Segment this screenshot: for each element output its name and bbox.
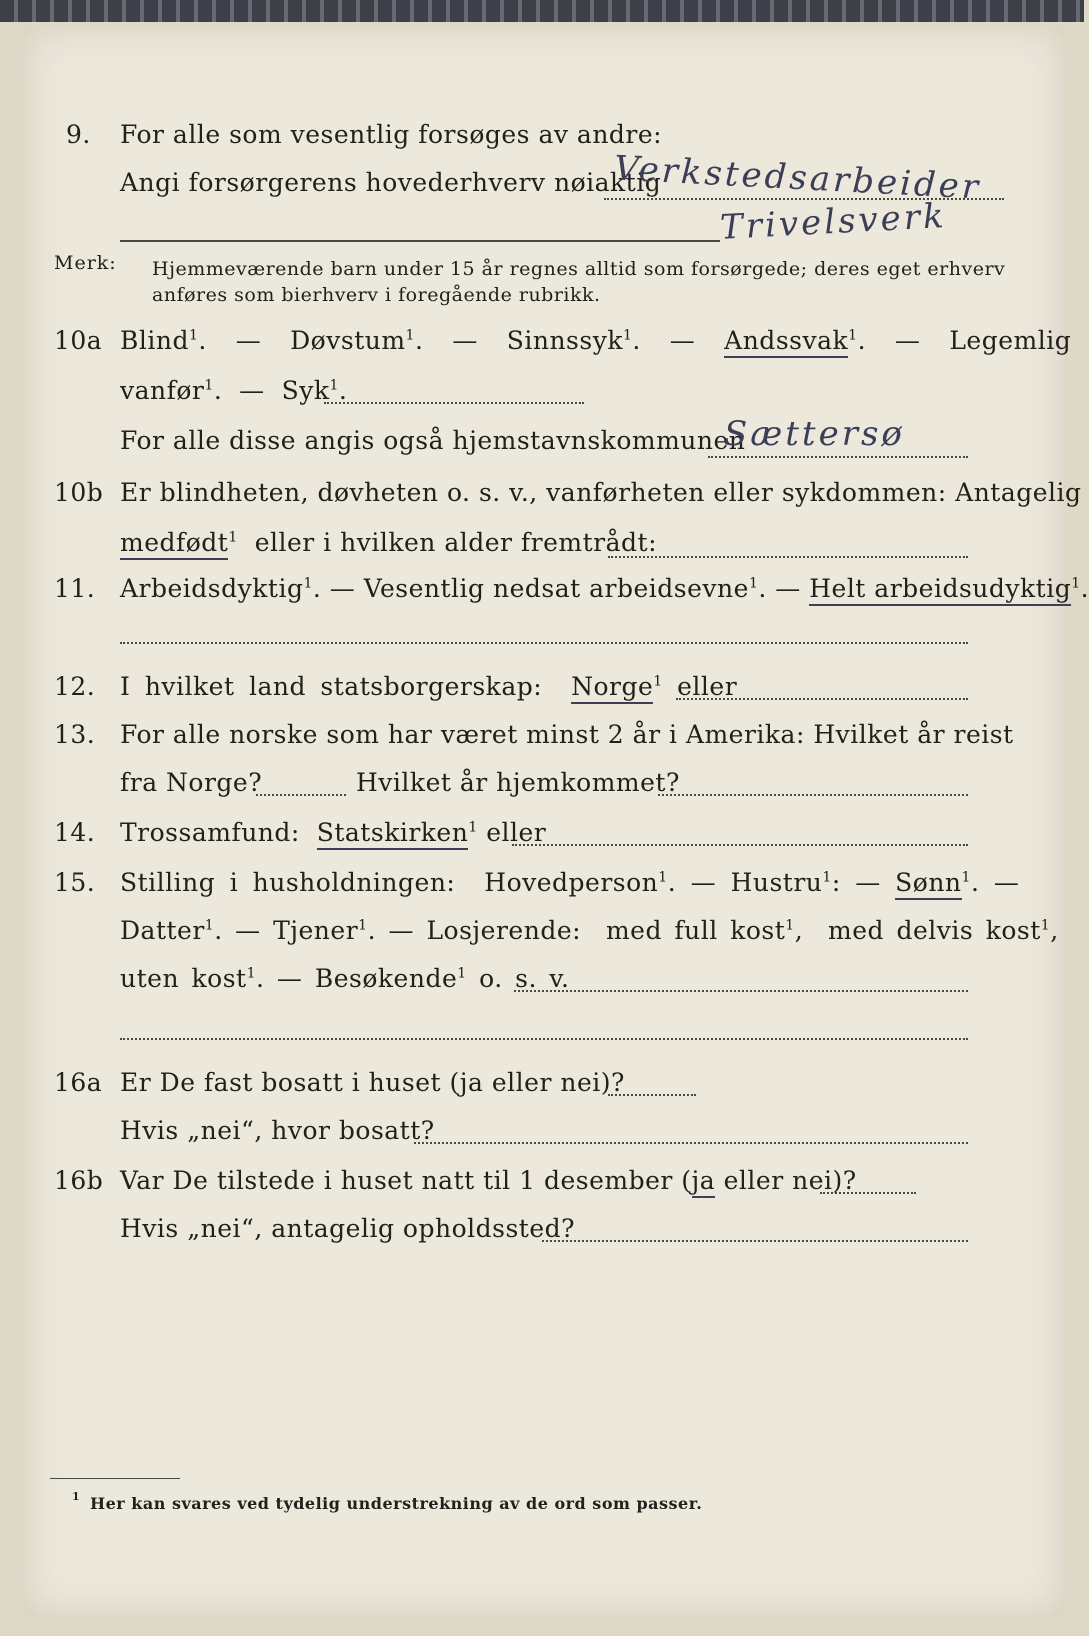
footnote-mark: 1	[72, 1490, 81, 1503]
footnote-ref: 1	[653, 673, 663, 690]
q10a-number: 10a	[54, 326, 103, 355]
option-sonn-underlined: Sønn	[895, 868, 961, 900]
q14-eller: eller	[486, 818, 547, 847]
q16a-line1: Er De fast bosatt i huset (ja eller nei)?	[120, 1068, 625, 1097]
q12-text: I hvilket land statsborgerskap:	[120, 672, 543, 701]
footnote-ref: 1	[329, 377, 339, 394]
q15-answer-line	[514, 990, 968, 992]
separator: —	[775, 574, 801, 603]
separator: —	[276, 964, 303, 993]
q9-handwritten-answer-2: Trivelsverk	[719, 196, 948, 248]
q14-answer-line	[512, 844, 968, 846]
footnote-ref: 1	[1071, 575, 1081, 592]
separator: —	[329, 574, 356, 603]
q12-eller: eller	[677, 672, 738, 701]
q12-line	[120, 672, 737, 701]
option-dovstum: Døvstum	[290, 326, 406, 355]
q10a-line3: For alle disse angis også hjemstavnskommunen	[120, 426, 746, 455]
q10b-line2-text: eller i hvilken alder fremtrådt:	[254, 528, 657, 557]
q15-line1: Stilling i husholdningen: Hovedperson$^1$. — Hustru$^1$: — Sønn$^1$. —	[120, 868, 1019, 897]
option-hovedperson: Hovedperson	[484, 868, 659, 897]
q13-reist-line	[256, 794, 346, 796]
q10a-handwritten-answer: Sættersø	[724, 414, 905, 454]
q15-line2: Datter$^1$. — Tjener$^1$. — Losjerende: med full kost$^1$, med delvis kost$^1$,	[120, 916, 1059, 945]
q13-line2b: Hvilket år hjemkommet?	[356, 768, 680, 797]
option-datter: Datter	[120, 916, 205, 945]
q14-number: 14.	[54, 818, 96, 847]
footnote-ref: 1	[246, 965, 256, 982]
footnote-text: Her kan svares ved tydelig understrekning av de ord som passer.	[90, 1494, 703, 1513]
separator: —	[669, 326, 696, 355]
footnote-rule	[50, 1478, 180, 1479]
q14-line	[120, 818, 546, 847]
footnote-ref: 1	[358, 917, 368, 934]
q10a-line2: vanfør$^1$. — Syk$^1$.	[120, 376, 348, 405]
q13-line2a: fra Norge?	[120, 768, 263, 797]
q16b-line2: Hvis „nei“, antagelig opholdssted?	[120, 1214, 576, 1243]
footnote-ref: 1	[785, 917, 795, 934]
q10a-answer-line	[708, 456, 968, 458]
q11-line: Arbeidsdyktig$^1$. — Vesentlig nedsat arbeidsevne$^1$. — Helt arbeidsudyktig$^1$.	[120, 574, 1089, 603]
q9-number: 9.	[66, 120, 91, 149]
option-uten-kost: uten kost	[120, 964, 247, 993]
q9-line2: Angi forsørgerens hovederhverv nøiaktig	[120, 168, 662, 197]
q10a-syk-line	[324, 402, 584, 404]
q13-hjemkommet-line	[658, 794, 968, 796]
q16b-opholdssted-line	[542, 1240, 968, 1242]
separator: —	[690, 868, 717, 897]
q10a-line1: Blind$^1$. — Døvstum$^1$. — Sinnssyk$^1$. — Andssvak$^1$. — Legemlig	[120, 326, 1071, 355]
note-label: Merk:	[54, 252, 117, 274]
q15-line3: uten kost$^1$. — Besøkende$^1$ o. s. v.	[120, 964, 570, 993]
q16b-line1	[120, 1166, 857, 1195]
q12-answer-line	[676, 698, 968, 700]
q15-label: Stilling i husholdningen:	[120, 868, 456, 897]
footnote-ref: 1	[204, 377, 214, 394]
census-form-page	[24, 26, 1089, 1616]
separator: —	[993, 868, 1020, 897]
q10b-line1: Er blindheten, døvheten o. s. v., vanførheten eller sykdommen: Antagelig	[120, 478, 1082, 507]
option-vanfor: vanfør	[120, 376, 205, 405]
separator: —	[388, 916, 414, 945]
option-blind: Blind	[120, 326, 189, 355]
note-line2: anføres som bierhverv i foregående rubrikk.	[152, 284, 601, 306]
footnote-ref: 1	[457, 965, 467, 982]
footnote-ref: 1	[228, 529, 238, 546]
q16b-text-end: eller nei)?	[715, 1166, 857, 1195]
option-legemlig: Legemlig	[949, 326, 1072, 355]
option-sinnssyk: Sinnssyk	[506, 326, 623, 355]
separator: —	[239, 376, 265, 405]
scan-top-edge	[0, 0, 1084, 22]
option-medfodt-underlined: medfødt	[120, 528, 228, 560]
q10b-line2	[120, 528, 657, 557]
separator: —	[235, 326, 262, 355]
option-delvis-kost: med delvis kost	[828, 916, 1041, 945]
q16b-text: Var De tilstede i huset natt til 1 desember (	[120, 1166, 692, 1195]
footnote-ref: 1	[848, 327, 858, 344]
separator: —	[855, 868, 881, 897]
option-besokende: Besøkende	[314, 964, 458, 993]
q13-line1: For alle norske som har været minst 2 år i Amerika: Hvilket år reist	[120, 720, 1014, 749]
q16b-answer-line	[820, 1192, 916, 1194]
note-line1: Hjemmeværende barn under 15 år regnes alltid som forsørgede; deres eget erhverv	[152, 258, 1006, 280]
option-tjener: Tjener	[273, 916, 359, 945]
q9-line1: For alle som vesentlig forsøges av andre:	[120, 120, 663, 149]
footnote-ref: 1	[822, 869, 832, 886]
option-norge-underlined: Norge	[571, 672, 653, 704]
option-syk: Syk	[281, 376, 330, 405]
footnote-ref: 1	[1040, 917, 1051, 934]
q9-handwritten-answer: Verkstedsarbeider	[613, 148, 983, 208]
option-hustru: Hustru	[730, 868, 823, 897]
option-ja-underlined: ja	[692, 1166, 716, 1198]
q15-extra-line	[120, 1038, 968, 1040]
q10b-number: 10b	[54, 478, 104, 507]
separator: —	[894, 326, 921, 355]
option-full-kost: med full kost	[605, 916, 786, 945]
option-losjerende: Losjerende:	[426, 916, 582, 945]
separator: —	[235, 916, 261, 945]
footnote-ref: 1	[748, 575, 759, 592]
footnote-ref: 1	[658, 869, 668, 886]
option-andssvak-underlined: Andssvak	[724, 326, 848, 358]
option-helt-arbeidsudyktig-underlined: Helt arbeidsudyktig	[809, 574, 1071, 606]
q10b-answer-line	[608, 556, 968, 558]
footnote-ref: 1	[961, 869, 971, 886]
q16a-number: 16a	[54, 1068, 103, 1097]
q15-osv: o. s. v.	[479, 964, 570, 993]
separator: —	[452, 326, 478, 355]
q11-number: 11.	[54, 574, 96, 603]
q9-extra-line	[120, 240, 720, 242]
footnote-ref: 1	[303, 575, 313, 592]
footnote-ref: 1	[204, 917, 215, 934]
q16a-line2: Hvis „nei“, hvor bosatt?	[120, 1116, 435, 1145]
footnote-ref: 1	[405, 327, 415, 344]
option-statskirken-underlined: Statskirken	[317, 818, 469, 850]
q16a-answer-line	[608, 1094, 696, 1096]
footnote-ref: 1	[468, 819, 478, 836]
option-arbeidsdyktig: Arbeidsdyktig	[120, 574, 304, 603]
q15-number: 15.	[54, 868, 96, 897]
q16b-number: 16b	[54, 1166, 104, 1195]
option-nedsat-arbeidsevne: Vesentlig nedsat arbeidsevne	[363, 574, 749, 603]
q14-text: Trossamfund:	[120, 818, 300, 847]
q11-extra-line	[120, 642, 968, 644]
q12-number: 12.	[54, 672, 96, 701]
q16a-bosatt-line	[414, 1142, 968, 1144]
footnote-ref: 1	[188, 327, 199, 344]
footnote-ref: 1	[622, 327, 633, 344]
q13-number: 13.	[54, 720, 96, 749]
